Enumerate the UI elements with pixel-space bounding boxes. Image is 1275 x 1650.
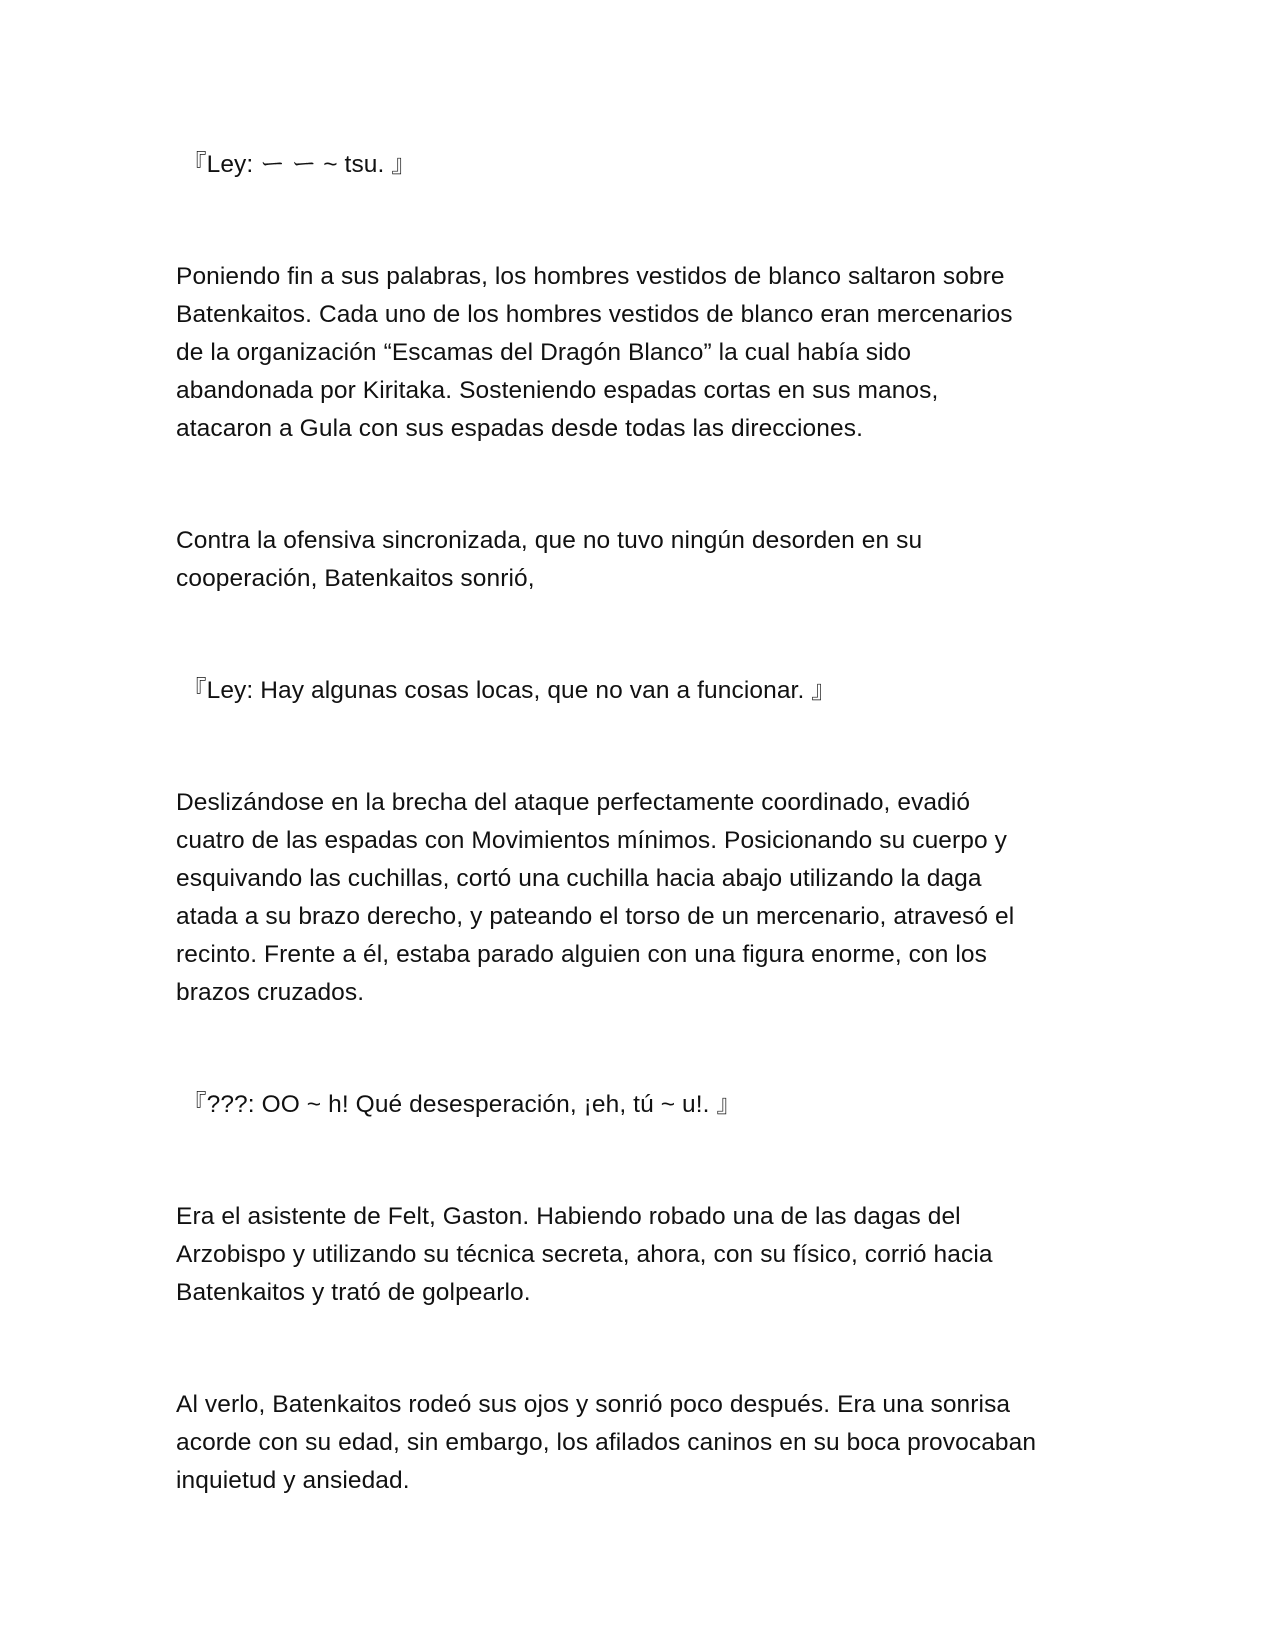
dialogue-line-1: 『Ley: ー ー ~ tsu. 』 [182, 151, 416, 178]
text-line: inquietud y ansiedad. [176, 1467, 410, 1494]
text-column [176, 146, 1096, 1500]
text-line: cooperación, Batenkaitos sonrió, [176, 565, 535, 592]
text-line: atada a su brazo derecho, y pateando el torso de un mercenario, atravesó el [176, 903, 1015, 930]
text-line: atacaron a Gula con sus espadas desde todas las direcciones. [176, 415, 863, 442]
narration-paragraph-5 [176, 1386, 1096, 1500]
text-line: Deslizándose en la brecha del ataque perfectamente coordinado, evadió [176, 789, 971, 816]
text-line: Batenkaitos y trató de golpearlo. [176, 1279, 531, 1306]
text-line: Poniendo fin a sus palabras, los hombres vestidos de blanco saltaron sobre [176, 263, 1005, 290]
paragraph-gap [176, 710, 1096, 784]
text-line: acorde con su edad, sin embargo, los afilados caninos en su boca provocaban [176, 1429, 1037, 1456]
paragraph-gap [176, 184, 1096, 258]
narration-paragraph-2 [176, 522, 1096, 598]
text-line: Al verlo, Batenkaitos rodeó sus ojos y sonrió poco después. Era una sonrisa [176, 1391, 1011, 1418]
paragraph-gap [176, 1012, 1096, 1086]
paragraph-gap [176, 1124, 1096, 1198]
paragraph-gap [176, 448, 1096, 522]
text-line: esquivando las cuchillas, cortó una cuchilla hacia abajo utilizando la daga [176, 865, 982, 892]
text-line: abandonada por Kiritaka. Sosteniendo espadas cortas en sus manos, [176, 377, 939, 404]
dialogue-line-2: 『Ley: Hay algunas cosas locas, que no van a funcionar. 』 [182, 677, 836, 704]
paragraph-gap [176, 598, 1096, 672]
text-line: Contra la ofensiva sincronizada, que no tuvo ningún desorden en su [176, 527, 923, 554]
text-line: Batenkaitos. Cada uno de los hombres vestidos de blanco eran mercenarios [176, 301, 1013, 328]
text-line: Arzobispo y utilizando su técnica secreta, ahora, con su físico, corrió hacia [176, 1241, 993, 1268]
narration-paragraph-1 [176, 258, 1096, 448]
text-line: de la organización “Escamas del Dragón Blanco” la cual había sido [176, 339, 912, 366]
text-line: cuatro de las espadas con Movimientos mínimos. Posicionando su cuerpo y [176, 827, 1007, 854]
text-line: brazos cruzados. [176, 979, 365, 1006]
narration-paragraph-3 [176, 784, 1096, 1012]
dialogue-line-3: 『???: OO ~ h! Qué desesperación, ¡eh, tú ~ u!. 』 [182, 1091, 742, 1118]
text-line: Era el asistente de Felt, Gaston. Habiendo robado una de las dagas del [176, 1203, 961, 1230]
narration-paragraph-4 [176, 1198, 1096, 1312]
text-line: recinto. Frente a él, estaba parado alguien con una figura enorme, con los [176, 941, 987, 968]
paragraph-gap [176, 1312, 1096, 1386]
